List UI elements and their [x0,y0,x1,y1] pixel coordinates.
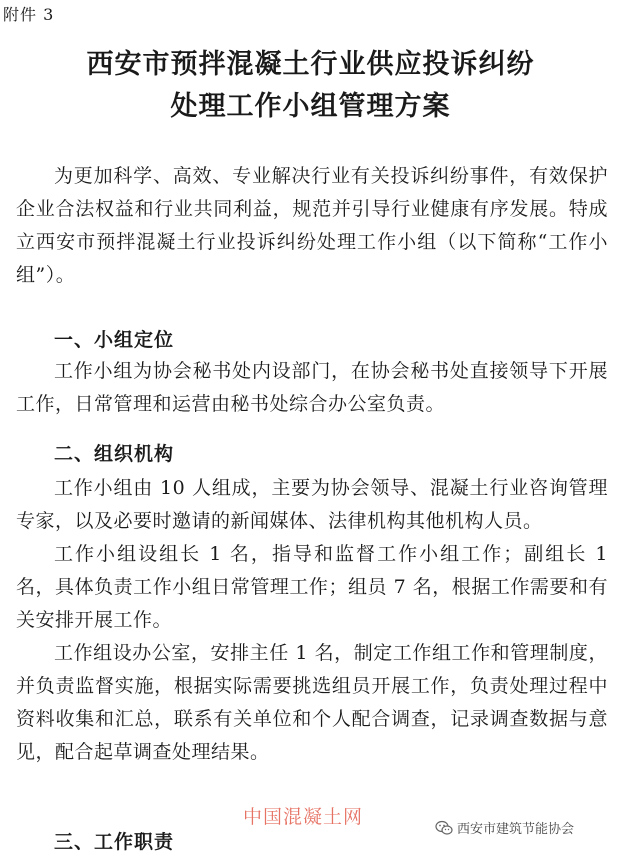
document-title-line-2: 处理工作小组管理方案 [170,91,451,122]
section-3-heading: 三、工作职责 [54,831,175,853]
account-name: 西安市建筑节能协会 [457,822,575,837]
section-1-heading: 一、小组定位 [54,329,175,351]
wechat-icon [435,820,453,836]
attachment-label: 附件 3 [3,5,55,24]
section-2-paragraph-3: 工作组设办公室，安排主任 1 名，制定工作组工作和管理制度，并负责监督实施，根据实际需要挑选组员开展工作，负责处理过程中资料收集和汇总，联系有关单位和个人配合调查，记录调查数据与意见，配合起草调查处理结果。 [16,642,608,763]
section-1-body [16,355,608,421]
document-title-line-1: 西安市预拌混凝土行业供应投诉纠纷 [86,49,535,80]
section-2-paragraph-2: 工作小组设组长 1 名，指导和监督工作小组工作；副组长 1 名，具体负责工作小组日常管理工作；组员 7 名，根据工作需要和有关安排开展工作。 [16,543,608,631]
account-watermark [435,818,574,837]
section-2-heading: 二、组织机构 [54,443,175,465]
intro-paragraph-block [16,160,608,292]
section-2-body [16,472,608,769]
section-2-paragraph-1: 工作小组由 10 人组成，主要为协会领导、混凝土行业咨询管理专家，以及必要时邀请的新闻媒体、法律机构其他机构人员。 [16,477,608,532]
intro-paragraph: 为更加科学、高效、专业解决行业有关投诉纠纷事件，有效保护企业合法权益和行业共同利益，规范并引导行业健康有序发展。特成立西安市预拌混凝土行业投诉纠纷处理工作小组（以下简称“工作小组”）。 [16,165,608,286]
site-watermark: 中国混凝土网 [243,806,364,828]
section-1-paragraph: 工作小组为协会秘书处内设部门，在协会秘书处直接领导下开展工作，日常管理和运营由秘书处综合办公室负责。 [16,360,608,415]
